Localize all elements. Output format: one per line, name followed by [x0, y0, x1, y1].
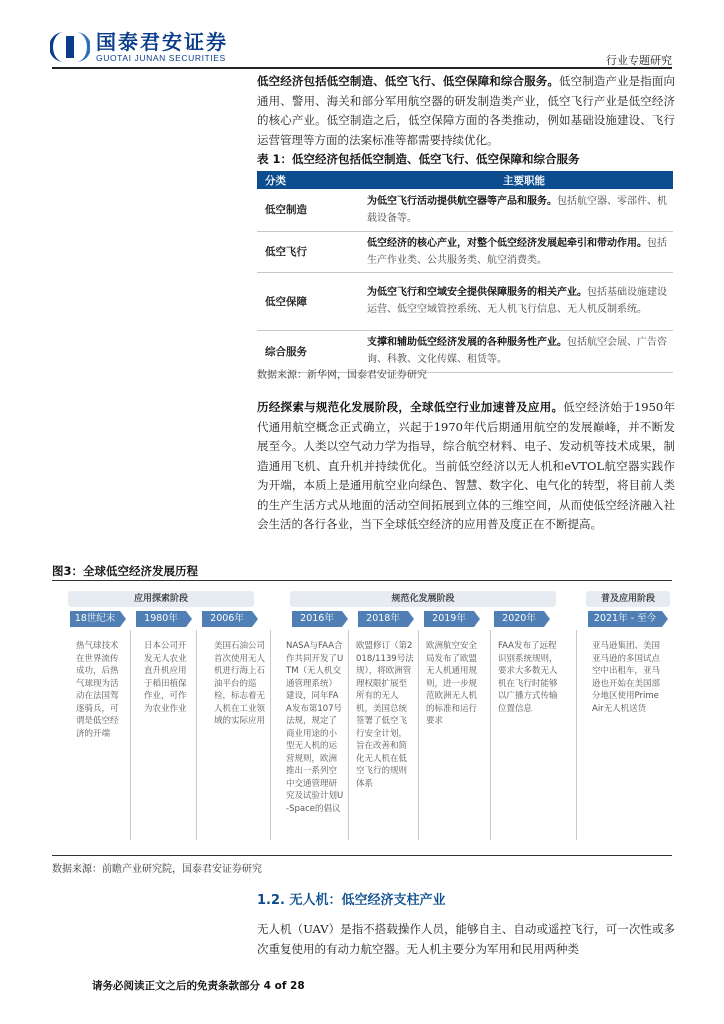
- section-heading: 1.2. 无人机：低空经济支柱产业: [257, 893, 446, 908]
- figure-bottom-rule: [52, 855, 672, 856]
- table-cell-bold: 支撑和辅助低空经济发展的各种服务性产业。: [367, 337, 567, 348]
- timeline-divider: [270, 630, 271, 840]
- intro-text: 低空制造产业是指面向通用、警用、海关和部分军用航空器的研发制造类产业，低空飞行产业是低空经济的核心产业。低空制造之后，低空保障方面的各类推动，例如基础设施建设、飞行运营管理等方面的法案标准等都需要持续优化。: [257, 74, 675, 147]
- timeline-event: 欧盟修订（第2018/1139号法规），将欧洲管理权限扩展至所有的无人机，美国总统签署了低空飞行安全计划，旨在改善和简化无人机在低空飞行的规则体系: [356, 641, 414, 789]
- timeline-event: 欧洲航空安全局发布了欧盟无人机通用规则，进一步规范欧洲无人机的标准和运行要求: [426, 641, 478, 726]
- page-header: [0, 0, 724, 70]
- company-logo: [50, 30, 228, 64]
- table-cell-description: [367, 272, 673, 330]
- timeline-year: 2016年: [292, 611, 342, 627]
- timeline-event: 日本公司开发无人农业直升机应用于稻田植保作业，可作为农业作业: [144, 641, 187, 714]
- table-cell-category: 综合服务: [257, 330, 367, 372]
- table-cell-text: 包括航空会展、广告咨询、科教、文化传媒、租赁等。: [367, 337, 667, 365]
- history-text: 低空经济始于1950年代通用航空概念正式确立，兴起于1970年代后期通用航空的发展巅峰，并不断发展至今。人类以空气动力学为指导，综合航空材料、电子、发动机等技术成果，制造通用飞机、直升机并持续优化。当前低空经济以无人机和eVTOL航空器实践作为开端，本质上是通用航空业向绿色、智慧、数字化、电气化的转型，将目前人类的生产生活方式从地面的活动空间拓展到立体的三维空间，从而使低空经济融入社会生活的各行各业，当下全球低空经济的应用普及度正在不断提高。: [257, 400, 675, 531]
- table-cell-category: 低空制造: [257, 189, 367, 231]
- timeline-year: 2020年: [494, 611, 544, 627]
- table-source: 数据来源：新华网，国泰君安证券研究: [257, 370, 427, 381]
- figure-title: 图3：全球低空经济发展历程: [52, 564, 199, 578]
- table-cell-bold: 低空经济的核心产业，对整个低空经济发展起牵引和带动作用。: [367, 237, 647, 249]
- timeline-event: 亚马逊集团、美国亚马逊的多国试点空中出租车，亚马逊也开始在美国部分地区使用Prime Air无人机送货: [592, 641, 661, 714]
- table-cell-bold: 为低空飞行和空域安全提供保障服务的相关产业。: [367, 287, 587, 298]
- table-row: [257, 231, 673, 272]
- logo-english-name: GUOTAI JUNAN SECURITIES: [96, 53, 226, 63]
- table-cell-text: 包括生产作业类、公共服务类、航空消费类。: [367, 237, 667, 266]
- table-row: [257, 272, 673, 330]
- timeline-divider: [490, 630, 491, 840]
- table-cell-description: [367, 189, 673, 231]
- section-paragraph: 无人机（UAV）是指不搭载操作人员，能够自主、自动或遥控飞行，可一次性或多次重复使用的有动力航空器。无人机主要分为军用和民用两种类: [257, 922, 675, 956]
- figure-source: 数据来源：前瞻产业研究院，国泰君安证券研究: [52, 864, 262, 875]
- timeline-year: 2006年: [202, 611, 252, 627]
- low-altitude-economy-table: [257, 171, 673, 373]
- timeline-event: 美国石油公司首次使用无人机进行海上石油平台的巡检，标志着无人机在工业领域的实际应用: [214, 641, 266, 726]
- table-header-category: 分类: [257, 171, 367, 189]
- logo-mark-icon: [50, 30, 90, 64]
- timeline-divider: [576, 630, 577, 840]
- timeline-year: 2018年: [358, 611, 408, 627]
- timeline-event: NASA与FAA合作共同开发了UTM（无人机交通管理系统）建设，同年FAA发布第107号法规，规定了商业用途的小型无人机的运营规则，欧洲推出一系列空中交通管理研究及试验计划U-Space的倡议: [286, 641, 344, 814]
- figure-top-rule: [52, 580, 672, 581]
- table-cell-text: 包括航空器、零部件、机载设备等。: [367, 195, 667, 224]
- stage-popularization: 普及应用阶段: [586, 591, 670, 607]
- timeline-event: 热气球技术在世界流传成功，后热气球现为活动在法国驾逐骑兵，可谓是低空经济的开端: [76, 641, 119, 739]
- history-paragraph: [257, 398, 675, 535]
- page-footer: 请务必阅读正文之后的免责条款部分 4 of 28: [92, 980, 305, 992]
- stage-standardization: 规范化发展阶段: [290, 591, 556, 607]
- table-header-function: 主要职能: [367, 171, 673, 189]
- report-type-label: 行业专题研究: [606, 54, 672, 67]
- table-cell-bold: 为低空飞行活动提供航空器等产品和服务。: [367, 195, 557, 207]
- timeline-year: 18世纪末: [70, 611, 120, 627]
- logo-chinese-name: 国泰君安证券: [96, 30, 228, 54]
- timeline-year: 2021年 - 至今: [588, 611, 662, 627]
- intro-paragraph: [257, 72, 675, 150]
- stage-exploration: 应用探索阶段: [68, 591, 254, 607]
- timeline-divider: [418, 630, 419, 840]
- timeline-year: 1980年: [136, 611, 186, 627]
- history-lead: 历经探索与规范化发展阶段，全球低空行业加速普及应用。: [257, 400, 564, 414]
- timeline-divider: [348, 630, 349, 840]
- intro-lead: 低空经济包括低空制造、低空飞行、低空保障和综合服务。: [257, 74, 559, 88]
- timeline-year: 2019年: [424, 611, 474, 627]
- table-cell-description: [367, 231, 673, 272]
- table-header-row: [257, 171, 673, 189]
- table-cell-text: 包括基础设施建设运营、低空空域管控系统、无人机飞行信息、无人机反制系统。: [367, 287, 667, 315]
- table-title: 表 1：低空经济包括低空制造、低空飞行、低空保障和综合服务: [257, 152, 580, 166]
- timeline-event: FAA发布了远程识别系统规则，要求大多数无人机在飞行时能够以广播方式传输位置信息: [498, 641, 558, 714]
- table-cell-category: 低空飞行: [257, 231, 367, 272]
- header-divider: [52, 67, 672, 69]
- timeline-divider: [196, 630, 197, 840]
- table-cell-category: 低空保障: [257, 272, 367, 330]
- timeline-divider: [130, 630, 131, 840]
- table-row: [257, 189, 673, 231]
